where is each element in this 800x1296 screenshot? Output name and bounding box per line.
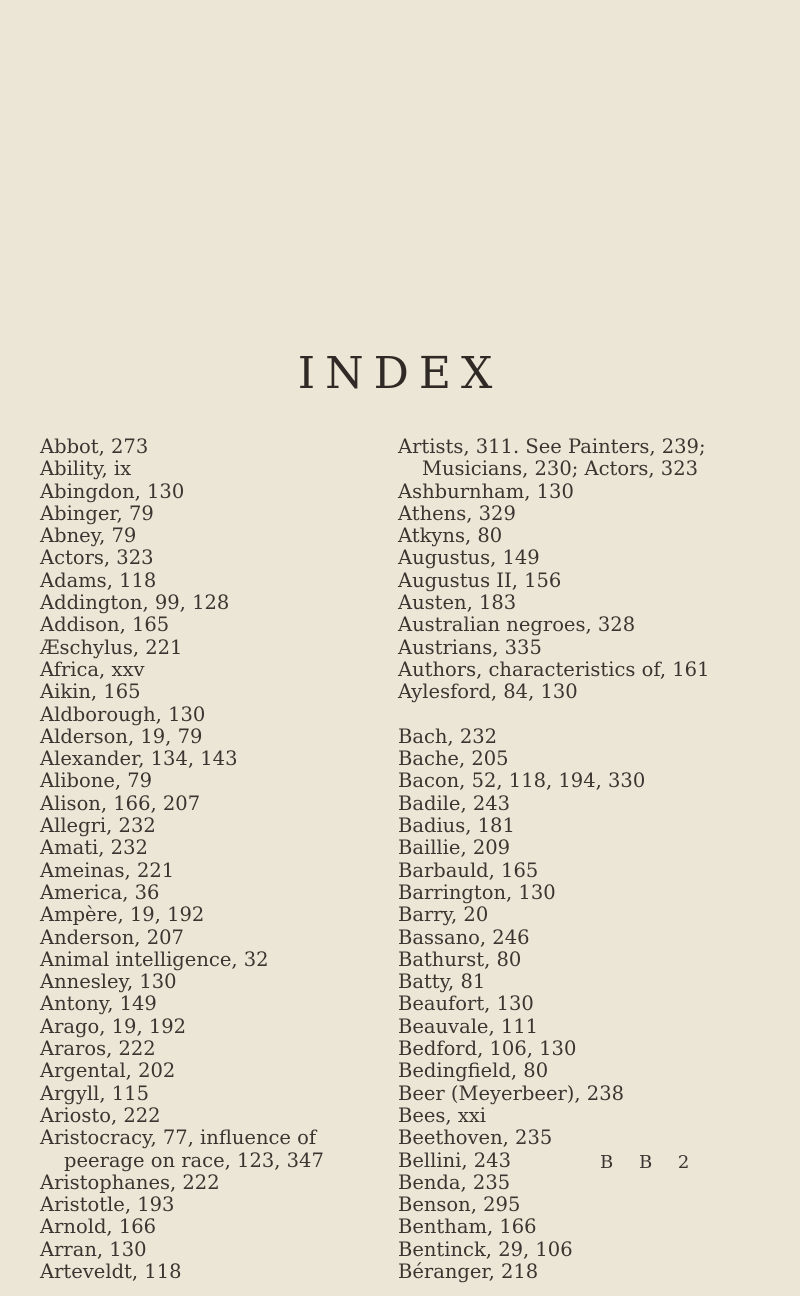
index-entry: Bach, 232 <box>398 724 498 748</box>
index-entry: Beer (Meyerbeer), 238 <box>398 1081 625 1105</box>
index-entry: Aikin, 165 <box>40 680 141 704</box>
index-entry: Artists, 311. See Painters, 239; Musicians, 230; Actors, 323 <box>398 435 706 481</box>
index-entry: Austrians, 335 <box>398 635 542 659</box>
index-entry: Bentham, 166 <box>398 1215 537 1239</box>
index-entry: Badius, 181 <box>398 814 515 838</box>
index-entry: Ashburnham, 130 <box>398 479 574 503</box>
index-entry: Abinger, 79 <box>40 501 154 525</box>
index-entry: Austen, 183 <box>398 591 517 615</box>
index-entry: Aristotle, 193 <box>40 1193 175 1217</box>
index-entry: Aristocracy, 77, influence of peerage on race, 123, 347 <box>40 1126 324 1172</box>
index-entry: Ariosto, 222 <box>40 1103 161 1127</box>
signature-mark: B B 2 <box>600 1152 700 1173</box>
index-entry: Badile, 243 <box>398 791 511 815</box>
index-entry: Augustus, 149 <box>398 546 540 570</box>
index-entry: Aristophanes, 222 <box>40 1170 220 1194</box>
index-entry: Bees, xxi <box>398 1103 487 1127</box>
index-entry: Antony, 149 <box>40 992 157 1016</box>
index-entry: Annesley, 130 <box>40 970 177 994</box>
page-title: INDEX <box>297 348 503 399</box>
index-entry: Augustus II, 156 <box>398 568 562 592</box>
index-entry: Alison, 166, 207 <box>40 791 201 815</box>
index-entry: Atkyns, 80 <box>398 524 503 548</box>
index-entry: Argental, 202 <box>40 1059 176 1083</box>
index-entry: Aldborough, 130 <box>40 702 206 726</box>
index-entry: Bentinck, 29, 106 <box>398 1237 573 1261</box>
index-entry: Abney, 79 <box>40 524 137 548</box>
index-entry: Bedingfield, 80 <box>398 1059 549 1083</box>
index-entry: Aylesford, 84, 130 <box>398 680 578 704</box>
index-entry: Beaufort, 130 <box>398 992 534 1016</box>
index-entry: Argyll, 115 <box>40 1081 149 1105</box>
index-entry: Bedford, 106, 130 <box>398 1037 577 1061</box>
index-entry: Alibone, 79 <box>40 769 153 793</box>
index-entry: Alexander, 134, 143 <box>40 747 238 771</box>
index-entry: Actors, 323 <box>40 546 154 570</box>
index-entry: Bache, 205 <box>398 747 509 771</box>
index-entry: Barrington, 130 <box>398 880 556 904</box>
index-entry: Arnold, 166 <box>40 1215 157 1239</box>
index-entry: Beethoven, 235 <box>398 1126 553 1150</box>
index-entry: Anderson, 207 <box>40 925 184 949</box>
index-column-right <box>398 436 793 1283</box>
index-entry: Benson, 295 <box>398 1193 521 1217</box>
index-entry: Barry, 20 <box>398 903 489 927</box>
index-entry: Ameinas, 221 <box>40 858 175 882</box>
index-entry: Beauvale, 111 <box>398 1014 539 1038</box>
index-entry: Adams, 118 <box>40 568 157 592</box>
index-entry: Amati, 232 <box>40 836 148 860</box>
index-entry: Alderson, 19, 79 <box>40 724 203 748</box>
index-entry: Barbauld, 165 <box>398 858 539 882</box>
index-column-left <box>40 436 390 1283</box>
index-entry: Africa, xxv <box>40 657 145 681</box>
index-entry: Arran, 130 <box>40 1237 147 1261</box>
index-entry: Arteveldt, 118 <box>40 1259 182 1283</box>
index-entry: Bathurst, 80 <box>398 947 522 971</box>
index-entry: Bellini, 243 <box>398 1148 511 1172</box>
index-entry: Benda, 235 <box>398 1170 511 1194</box>
index-entry: Authors, characteristics of, 161 <box>398 657 710 681</box>
index-entry: Bacon, 52, 118, 194, 330 <box>398 769 646 793</box>
index-entry: Animal intelligence, 32 <box>40 947 269 971</box>
index-entry: Baillie, 209 <box>398 836 511 860</box>
index-entry: Araros, 222 <box>40 1037 156 1061</box>
index-entry: Æschylus, 221 <box>40 635 183 659</box>
index-entry: Ability, ix <box>40 457 132 481</box>
index-entry: Addington, 99, 128 <box>40 591 230 615</box>
index-entry: Béranger, 218 <box>398 1259 539 1283</box>
index-entry: Ampère, 19, 192 <box>40 903 205 927</box>
index-entry: America, 36 <box>40 880 160 904</box>
index-entry: Batty, 81 <box>398 970 486 994</box>
index-entry: Bassano, 246 <box>398 925 530 949</box>
index-entry: Abbot, 273 <box>40 435 149 458</box>
index-entry: Abingdon, 130 <box>40 479 185 503</box>
index-entry: Arago, 19, 192 <box>40 1014 187 1038</box>
index-entry: Athens, 329 <box>398 501 516 525</box>
index-entry: Allegri, 232 <box>40 814 156 838</box>
index-entry: Australian negroes, 328 <box>398 613 636 637</box>
index-entry: Addison, 165 <box>40 613 170 637</box>
